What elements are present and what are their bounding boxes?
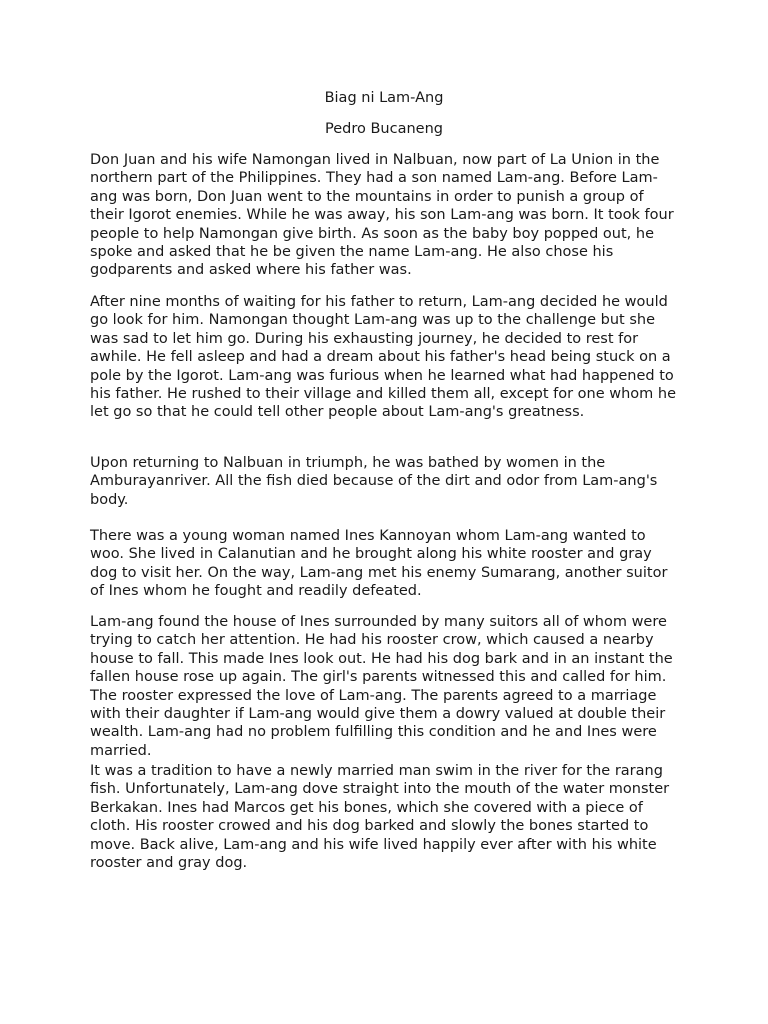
paragraph-resurrection: It was a tradition to have a newly married man swim in the river for the rarang fish. Unfortunately, Lam-ang dove straight into the mouth of the water monster Berkakan. Ines had Marcos get his bones, which she covered with a piece of cloth. His rooster crowed and his dog barked and slowly the bones started to move. Back alive, Lam-ang and his wife lived happily ever after with his white rooster and gray dog.: [90, 763, 670, 872]
paragraph-return: Upon returning to Nalbuan in triumph, he was bathed by women in the Amburayanriver. All the fish died because of the dirt and odor from Lam-ang's body.: [90, 455, 658, 508]
document-author: Pedro Bucaneng: [325, 121, 443, 137]
paragraph-birth: Don Juan and his wife Namongan lived in Nalbuan, now part of La Union in the northern part of the Philippines. They had a son named Lam-ang. Before Lam-ang was born, Don Juan went to the mountains in order to punish a group of their Igorot enemies. While he was away, his son Lam-ang was born. It took four people to help Namongan give birth. As soon as the baby boy popped out, he spoke and asked that he be given the name Lam-ang. He also chose his godparents and asked where his father was.: [90, 152, 674, 279]
paragraph-marriage: Lam-ang found the house of Ines surrounded by many suitors all of whom were trying to catch her attention. He had his rooster crow, which caused a nearby house to fall. This made Ines look out. He had his dog bark and in an instant the fallen house rose up again. The girl's parents witnessed this and called for him. The rooster expressed the love of Lam-ang. The parents agreed to a marriage with their daughter if Lam-ang would give them a dowry valued at double their wealth. Lam-ang had no problem fulfilling this condition and he and Ines were married.: [90, 614, 673, 759]
document-title: Biag ni Lam-Ang: [324, 90, 444, 106]
paragraph-ines: There was a young woman named Ines Kannoyan whom Lam-ang wanted to woo. She lived in Calanutian and he brought along his white rooster and gray dog to visit her. On the way, Lam-ang met his enemy Sumarang, another suitor of Ines whom he fought and readily defeated.: [90, 528, 668, 600]
paragraph-journey: After nine months of waiting for his father to return, Lam-ang decided he would go look for him. Namongan thought Lam-ang was up to the challenge but she was sad to let him go. During his exhausting journey, he decided to rest for awhile. He fell asleep and had a dream about his father's head being stuck on a pole by the Igorot. Lam-ang was furious when he learned what had happened to his father. He rushed to their village and killed them all, except for one whom he let go so that he could tell other people about Lam-ang's greatness.: [90, 294, 677, 421]
